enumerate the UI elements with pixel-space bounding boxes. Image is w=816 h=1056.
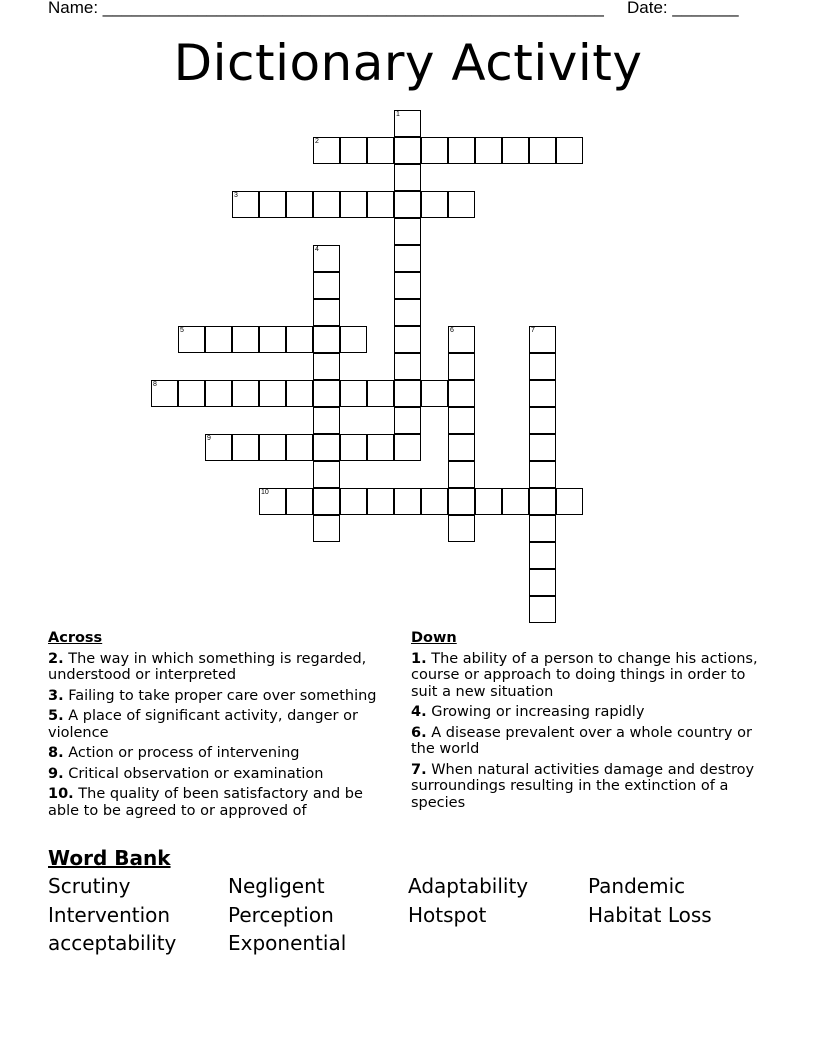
crossword-cell[interactable] [448, 407, 475, 434]
crossword-cell[interactable] [340, 488, 367, 515]
name-line[interactable]: Name: _____________________________________________________ [48, 0, 604, 17]
crossword-cell[interactable] [313, 326, 340, 353]
crossword-cell[interactable] [529, 407, 556, 434]
crossword-cell[interactable] [151, 380, 178, 407]
crossword-cell[interactable] [475, 137, 502, 164]
crossword-cell[interactable] [259, 434, 286, 461]
word-bank-item: Pandemic [588, 874, 686, 898]
crossword-cell[interactable] [394, 299, 421, 326]
crossword-cell[interactable] [313, 245, 340, 272]
crossword-cell[interactable] [286, 380, 313, 407]
crossword-cell[interactable] [448, 380, 475, 407]
crossword-cell[interactable] [286, 434, 313, 461]
crossword-cell[interactable] [475, 488, 502, 515]
crossword-cell[interactable] [394, 164, 421, 191]
cell-number: 2 [315, 138, 319, 145]
crossword-cell[interactable] [448, 488, 475, 515]
crossword-cell[interactable] [448, 515, 475, 542]
clue-across: 8. Action or process of intervening [48, 745, 300, 761]
crossword-cell[interactable] [448, 434, 475, 461]
word-bank-item: Habitat Loss [588, 903, 712, 927]
crossword-cell[interactable] [394, 488, 421, 515]
clue-across: 9. Critical observation or examination [48, 765, 324, 782]
page-title: Dictionary Activity [173, 34, 643, 92]
cell-number: 1 [396, 111, 400, 118]
crossword-cell[interactable] [205, 380, 232, 407]
crossword-cell[interactable] [394, 326, 421, 353]
word-bank-item: Exponential [228, 931, 347, 955]
down-clues [411, 630, 776, 815]
cell-number: 4 [315, 246, 319, 253]
clue-across: 10. The quality of been satisfactory and be able to be agreed to or approved of [48, 786, 363, 819]
crossword-cell[interactable] [556, 488, 583, 515]
clue-down: 1. The ability of a person to change his actions, course or approach to doing things in order to suit a new situation [411, 650, 758, 700]
crossword-cell[interactable] [313, 407, 340, 434]
crossword-cell[interactable] [313, 353, 340, 380]
crossword-cell[interactable] [367, 380, 394, 407]
crossword-cell[interactable] [340, 326, 367, 353]
crossword-cell[interactable] [394, 407, 421, 434]
cell-number: 5 [180, 327, 184, 334]
crossword-cell[interactable] [367, 488, 394, 515]
crossword-cell[interactable] [313, 515, 340, 542]
crossword-cell[interactable] [394, 191, 421, 218]
crossword-cell[interactable] [448, 461, 475, 488]
crossword-cell[interactable] [259, 488, 286, 515]
crossword-cell[interactable] [529, 515, 556, 542]
clue-across: 2. The way in which something is regarded, understood or interpreted [48, 650, 367, 683]
crossword-cell[interactable] [394, 380, 421, 407]
cell-number: 3 [234, 192, 238, 199]
word-bank-item: Scrutiny [48, 874, 131, 898]
clue-across: 3. Failing to take proper care over something [48, 687, 377, 704]
cell-number: 8 [153, 381, 157, 388]
crossword-cell[interactable] [313, 272, 340, 299]
crossword-cell[interactable] [313, 137, 340, 164]
crossword-cell[interactable] [313, 380, 340, 407]
crossword-cell[interactable] [313, 488, 340, 515]
word-bank-title: Word Bank [48, 846, 171, 870]
date-line[interactable]: Date: _______ [627, 0, 739, 17]
crossword-cell[interactable] [529, 137, 556, 164]
crossword-cell[interactable] [367, 137, 394, 164]
clue-down: 7. When natural activities damage and destroy surroundings resulting in the extinction of a species [411, 761, 755, 811]
crossword-cell[interactable] [529, 569, 556, 596]
crossword-cell[interactable] [232, 326, 259, 353]
cell-number: 10 [261, 489, 269, 496]
crossword-cell[interactable] [556, 137, 583, 164]
cell-number: 9 [207, 435, 211, 442]
crossword-cell[interactable] [340, 380, 367, 407]
crossword-cell[interactable] [367, 434, 394, 461]
crossword-cell[interactable] [529, 380, 556, 407]
crossword-cell[interactable] [394, 245, 421, 272]
crossword-cell[interactable] [286, 488, 313, 515]
crossword-cell[interactable] [529, 542, 556, 569]
crossword-cell[interactable] [340, 434, 367, 461]
word-bank-item: Negligent [228, 874, 325, 898]
crossword-cell[interactable] [259, 191, 286, 218]
crossword-cell[interactable] [313, 434, 340, 461]
crossword-cell[interactable] [394, 272, 421, 299]
crossword-cell[interactable] [232, 191, 259, 218]
crossword-cell[interactable] [529, 353, 556, 380]
cell-number: 6 [450, 327, 454, 334]
across-clues [48, 630, 398, 823]
crossword-cell[interactable] [259, 380, 286, 407]
crossword-cell[interactable] [394, 110, 421, 137]
crossword-cell[interactable] [259, 326, 286, 353]
word-bank-item: acceptability [48, 931, 177, 955]
crossword-cell[interactable] [394, 434, 421, 461]
crossword-cell[interactable] [178, 380, 205, 407]
clue-down: 4. Growing or increasing rapidly [411, 704, 645, 720]
cell-number: 7 [531, 327, 535, 334]
crossword-cell[interactable] [421, 488, 448, 515]
crossword-cell[interactable] [178, 326, 205, 353]
crossword-cell[interactable] [448, 326, 475, 353]
crossword-cell[interactable] [205, 326, 232, 353]
crossword-cell[interactable] [340, 137, 367, 164]
crossword-cell[interactable] [394, 137, 421, 164]
crossword-cell[interactable] [529, 326, 556, 353]
crossword-cell[interactable] [367, 191, 394, 218]
crossword-cell[interactable] [205, 434, 232, 461]
clue-down: 6. A disease prevalent over a whole country or the world [411, 724, 752, 757]
crossword-cell[interactable] [340, 191, 367, 218]
crossword-cell[interactable] [529, 488, 556, 515]
crossword-cell[interactable] [448, 137, 475, 164]
crossword-cell[interactable] [421, 191, 448, 218]
crossword-cell[interactable] [394, 353, 421, 380]
crossword-cell[interactable] [529, 596, 556, 623]
crossword-cell[interactable] [448, 353, 475, 380]
crossword-cell[interactable] [286, 191, 313, 218]
crossword-cell[interactable] [421, 380, 448, 407]
crossword-cell[interactable] [313, 299, 340, 326]
crossword-cell[interactable] [286, 326, 313, 353]
crossword-cell[interactable] [394, 218, 421, 245]
crossword-cell[interactable] [313, 191, 340, 218]
clue-across: 5. A place of significant activity, danger or violence [48, 708, 358, 741]
across-heading: Across [48, 630, 103, 646]
crossword-cell[interactable] [502, 137, 529, 164]
crossword-cell[interactable] [529, 461, 556, 488]
crossword-cell[interactable] [529, 434, 556, 461]
word-bank-item: Hotspot [408, 903, 487, 927]
crossword-cell[interactable] [313, 461, 340, 488]
word-bank-item: Intervention [48, 903, 171, 927]
crossword-cell[interactable] [232, 434, 259, 461]
crossword-cell[interactable] [232, 380, 259, 407]
down-heading: Down [411, 630, 457, 646]
word-bank-item: Adaptability [408, 874, 529, 898]
crossword-cell[interactable] [502, 488, 529, 515]
crossword-cell[interactable] [421, 137, 448, 164]
word-bank-item: Perception [228, 903, 334, 927]
crossword-cell[interactable] [448, 191, 475, 218]
